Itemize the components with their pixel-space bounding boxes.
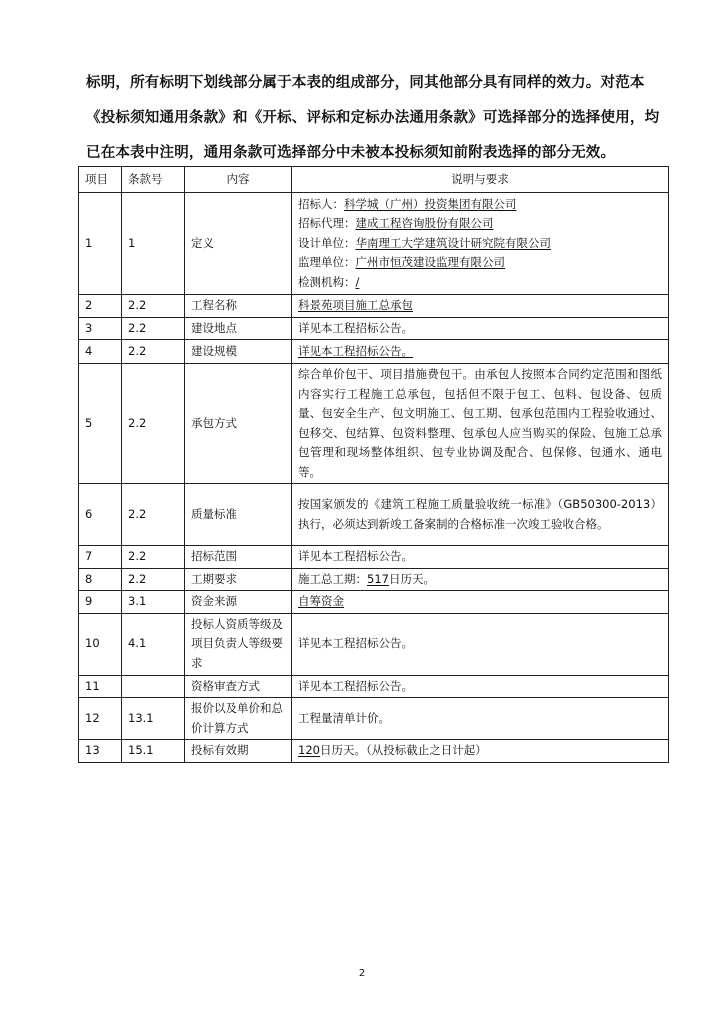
row-description	[292, 740, 669, 763]
row-content: 资金来源	[185, 591, 292, 614]
table-row	[79, 613, 669, 675]
header-item-no: 项目	[79, 167, 122, 193]
intro-line: 《投标须知通用条款》和《开标、评标和定标办法通用条款》可选择部分的选择使用，均	[86, 110, 660, 126]
definition-label: 监理单位：	[298, 255, 356, 270]
bid-notice-table	[78, 166, 669, 763]
description-text: 日历天。（从投标截止之日计起）	[319, 743, 487, 757]
definition-label: 设计单位：	[298, 235, 356, 250]
row-no: 10	[79, 613, 122, 675]
row-no: 6	[79, 484, 122, 546]
definition-line	[298, 253, 662, 273]
description-text: 科景苑项目施工总承包	[298, 298, 413, 312]
row-no: 11	[79, 675, 122, 698]
row-content: 投标有效期	[185, 740, 292, 763]
row-no: 2	[79, 295, 122, 318]
row-clause	[122, 675, 185, 698]
definition-value: 华南理工大学建筑设计研究院有限公司	[355, 235, 551, 250]
definition-line	[298, 273, 662, 293]
table-row	[79, 295, 669, 318]
row-description: 工程量清单计价。	[292, 698, 669, 740]
row-clause: 2.2	[122, 546, 185, 569]
row-content: 报价以及单价和总价计算方式	[185, 698, 292, 740]
row-clause: 2.2	[122, 317, 185, 340]
table-row	[79, 675, 669, 698]
row-content: 建设地点	[185, 317, 292, 340]
table-row	[79, 364, 669, 484]
row-no: 9	[79, 591, 122, 614]
row-content: 招标范围	[185, 546, 292, 569]
row-no: 5	[79, 364, 122, 484]
row-clause: 1	[122, 193, 185, 295]
row-description: 详见本工程招标公告。	[292, 317, 669, 340]
intro-line: 标明，所有标明下划线部分属于本表的组成部分，同其他部分具有同样的效力。对范本	[86, 75, 645, 91]
definition-label: 检测机构：	[298, 274, 356, 289]
intro-paragraph	[86, 66, 660, 171]
row-no: 8	[79, 568, 122, 591]
table-header-row	[79, 167, 669, 193]
definition-line	[298, 234, 662, 254]
definition-label: 招标代理：	[298, 216, 356, 231]
definition-line	[298, 195, 662, 215]
row-clause: 2.2	[122, 484, 185, 546]
row-content: 工期要求	[185, 568, 292, 591]
row-clause: 15.1	[122, 740, 185, 763]
row-content: 定义	[185, 193, 292, 295]
description-text: 自筹资金	[298, 594, 344, 608]
header-clause: 条款号	[122, 167, 185, 193]
table-row	[79, 317, 669, 340]
row-clause: 13.1	[122, 698, 185, 740]
row-description	[292, 193, 669, 295]
row-content: 资格审查方式	[185, 675, 292, 698]
row-clause: 2.2	[122, 364, 185, 484]
row-no: 13	[79, 740, 122, 763]
row-description: 详见本工程招标公告。	[292, 675, 669, 698]
header-content: 内容	[185, 167, 292, 193]
description-text: 详见本工程招标公告。	[298, 343, 413, 358]
row-description	[292, 295, 669, 318]
row-content: 建设规模	[185, 340, 292, 364]
row-clause: 2.2	[122, 340, 185, 364]
table-row	[79, 484, 669, 546]
row-description: 按国家颁发的《建筑工程施工质量验收统一标准》（GB50300-2013）执行，必须达到新竣工备案制的合格标准一次竣工验收合格。	[292, 484, 669, 546]
definition-value: 建成工程咨询股份有限公司	[355, 216, 494, 231]
row-clause: 3.1	[122, 591, 185, 614]
row-content: 投标人资质等级及项目负责人等级要求	[185, 613, 292, 675]
row-no: 7	[79, 546, 122, 569]
definition-value: 科学城（广州）投资集团有限公司	[344, 196, 517, 211]
definition-line	[298, 214, 662, 234]
row-no: 12	[79, 698, 122, 740]
row-no: 4	[79, 340, 122, 364]
description-text: 日历天。	[388, 571, 435, 586]
table-row	[79, 340, 669, 364]
definition-value: 广州市恒茂建设监理有限公司	[355, 255, 505, 270]
row-description	[292, 591, 669, 614]
definition-label: 招标人：	[298, 196, 344, 211]
description-text: 施工总工期：	[298, 571, 367, 586]
row-content: 质量标准	[185, 484, 292, 546]
row-content: 工程名称	[185, 295, 292, 318]
row-description	[292, 340, 669, 364]
table-row	[79, 568, 669, 591]
table-row	[79, 698, 669, 740]
row-no: 3	[79, 317, 122, 340]
definition-value: /	[355, 274, 360, 289]
row-description: 综合单价包干、项目措施费包干。由承包人按照本合同约定范围和图纸内容实行工程施工总承包，包括但不限于包工、包料、包设备、包质量、包安全生产、包文明施工、包工期、包承包范围内工程验收通过、包移交、包结算、包资料整理、包承包人应当购买的保险、包施工总承包管理和现场整体组织、包专业协调及配合、包保修、包通水、通电等。	[292, 364, 669, 484]
row-no: 1	[79, 193, 122, 295]
row-description: 详见本工程招标公告。	[292, 613, 669, 675]
row-clause: 2.2	[122, 295, 185, 318]
table-row	[79, 740, 669, 763]
duration-value: 517	[367, 571, 389, 586]
validity-value: 120	[298, 743, 320, 757]
table-row	[79, 193, 669, 295]
table-row	[79, 591, 669, 614]
row-description: 详见本工程招标公告。	[292, 546, 669, 569]
row-content: 承包方式	[185, 364, 292, 484]
header-description: 说明与要求	[292, 167, 669, 193]
row-clause: 2.2	[122, 568, 185, 591]
row-description	[292, 568, 669, 591]
table-row	[79, 546, 669, 569]
page-number: 2	[358, 968, 366, 979]
intro-line: 已在本表中注明，通用条款可选择部分中未被本投标须知前附表选择的部分无效。	[86, 145, 616, 161]
row-clause: 4.1	[122, 613, 185, 675]
